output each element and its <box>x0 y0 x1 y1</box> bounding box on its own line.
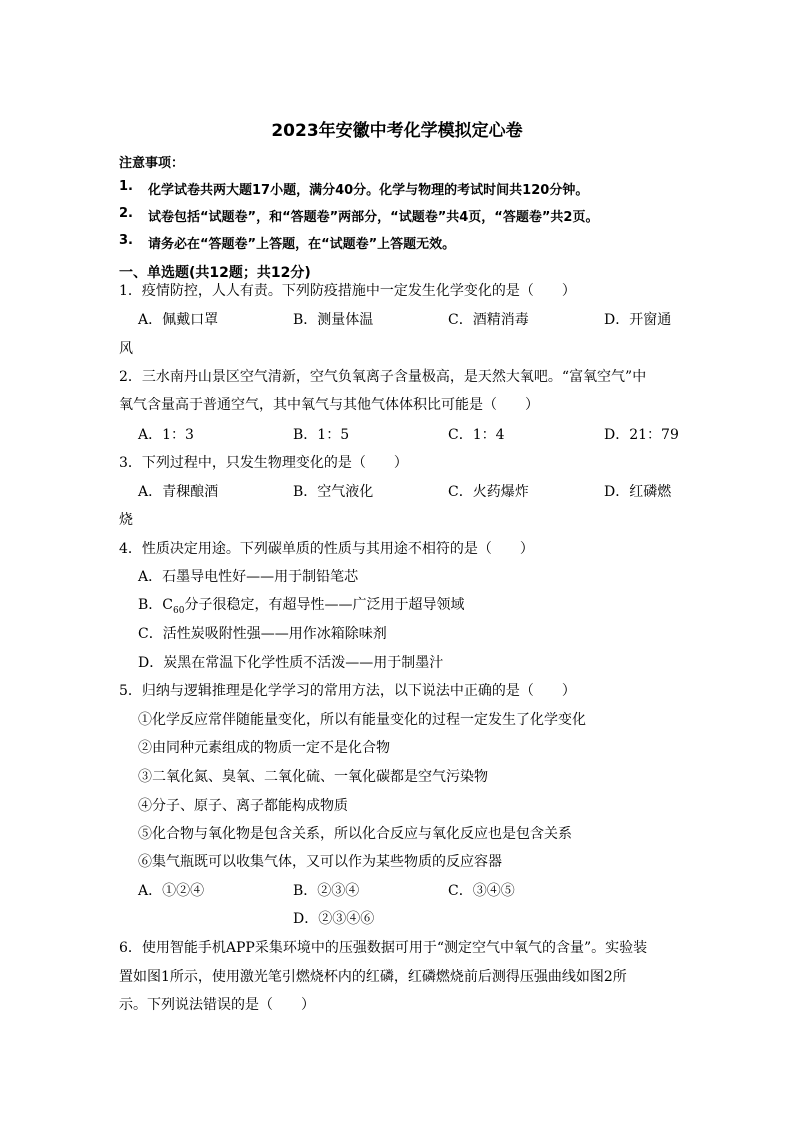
question-5-option-d: D．②③④⑥ <box>293 911 375 927</box>
question-4-option-b-prefix: B．C <box>138 597 173 613</box>
question-1-option-d-wrap: 风 <box>119 341 133 357</box>
question-4-option-a: A．石墨导电性好——用于制铅笔芯 <box>138 569 359 585</box>
question-5-statement-2: ②由同种元素组成的物质一定不是化合物 <box>138 740 390 756</box>
question-2-option-c: C．1：4 <box>448 427 505 443</box>
question-5-option-c: C．③④⑤ <box>448 883 515 899</box>
question-2-option-b: B．1：5 <box>293 427 350 443</box>
question-6-stem-line-3: 示。下列说法错误的是（ ） <box>119 997 315 1013</box>
notice-3-number: 3. <box>119 233 133 248</box>
question-6-stem-line-1: 6．使用智能手机APP采集环境中的压强数据可用于“测定空气中氧气的含量”。实验装 <box>119 940 648 956</box>
question-1-option-c: C．酒精消毒 <box>448 312 529 328</box>
question-5-statement-5: ⑤化合物与氧化物是包含关系，所以化合反应与氧化反应也是包含关系 <box>138 826 572 842</box>
question-2-option-d: D．21：79 <box>604 427 679 443</box>
question-3-option-d: D．红磷燃 <box>604 484 672 500</box>
question-3-option-b: B．空气液化 <box>293 484 374 500</box>
notice-3-text: 请务必在“答题卷”上答题，在“试题卷”上答题无效。 <box>148 237 456 252</box>
notice-1-text: 化学试卷共两大题17小题，满分40分。化学与物理的考试时间共120分钟。 <box>148 183 589 198</box>
question-2-option-a: A．1：3 <box>138 427 194 443</box>
question-6-stem-line-2: 置如图1所示，使用激光笔引燃烧杯内的红磷，红磷燃烧前后测得压强曲线如图2所 <box>119 969 627 985</box>
question-4-option-d: D．炭黑在常温下化学性质不活泼——用于制墨汁 <box>138 655 444 671</box>
question-1-stem: 1．疫情防控，人人有责。下列防疫措施中一定发生化学变化的是（ ） <box>119 283 576 299</box>
question-2-stem-line-2: 氧气含量高于普通空气，其中氧气与其他气体体积比可能是（ ） <box>119 397 539 413</box>
notice-2-number: 2. <box>119 206 133 221</box>
question-4-option-b-subscript: 60 <box>173 605 185 616</box>
question-4-option-c: C．活性炭吸附性强——用作冰箱除味剂 <box>138 626 387 642</box>
question-1-option-d: D．开窗通 <box>604 312 672 328</box>
question-5-statement-3: ③二氧化氮、臭氧、二氧化硫、一氧化碳都是空气污染物 <box>138 769 488 785</box>
notice-heading: 注意事项： <box>119 156 185 171</box>
question-5-statement-1: ①化学反应常伴随能量变化，所以有能量变化的过程一定发生了化学变化 <box>138 712 586 728</box>
question-3-option-a: A．青稞酿酒 <box>138 484 219 500</box>
notice-1-number: 1. <box>119 179 133 194</box>
question-5-option-b: B．②③④ <box>293 883 360 899</box>
question-1-option-a: A．佩戴口罩 <box>138 312 219 328</box>
question-5-statement-6: ⑥集气瓶既可以收集气体，又可以作为某些物质的反应容器 <box>138 854 502 870</box>
question-3-option-d-wrap: 烧 <box>119 512 133 528</box>
question-3-stem: 3．下列过程中，只发生物理变化的是（ ） <box>119 455 408 471</box>
section-heading: 一、单选题(共12题；共12分) <box>119 265 311 281</box>
question-1-option-b: B．测量体温 <box>293 312 374 328</box>
notice-2-text: 试卷包括“试题卷”，和“答题卷”两部分，“试题卷”共4页，“答题卷”共2页。 <box>148 210 599 225</box>
question-2-stem-line-1: 2．三水南丹山景区空气清新，空气负氧离子含量极高，是天然大氧吧。“富氧空气”中 <box>119 369 647 385</box>
question-4-option-b <box>138 594 464 616</box>
question-5-option-a: A．①②④ <box>138 883 205 899</box>
question-5-stem: 5．归纳与逻辑推理是化学学习的常用方法，以下说法中正确的是（ ） <box>119 683 576 699</box>
question-5-statement-4: ④分子、原子、离子都能构成物质 <box>138 798 348 814</box>
page-title: 2023年安徽中考化学模拟定心卷 <box>271 121 523 141</box>
question-4-stem: 4．性质决定用途。下列碳单质的性质与其用途不相符的是（ ） <box>119 541 534 557</box>
question-4-option-b-text: 分子很稳定，有超导性——广泛用于超导领域 <box>184 597 465 613</box>
question-3-option-c: C．火药爆炸 <box>448 484 529 500</box>
